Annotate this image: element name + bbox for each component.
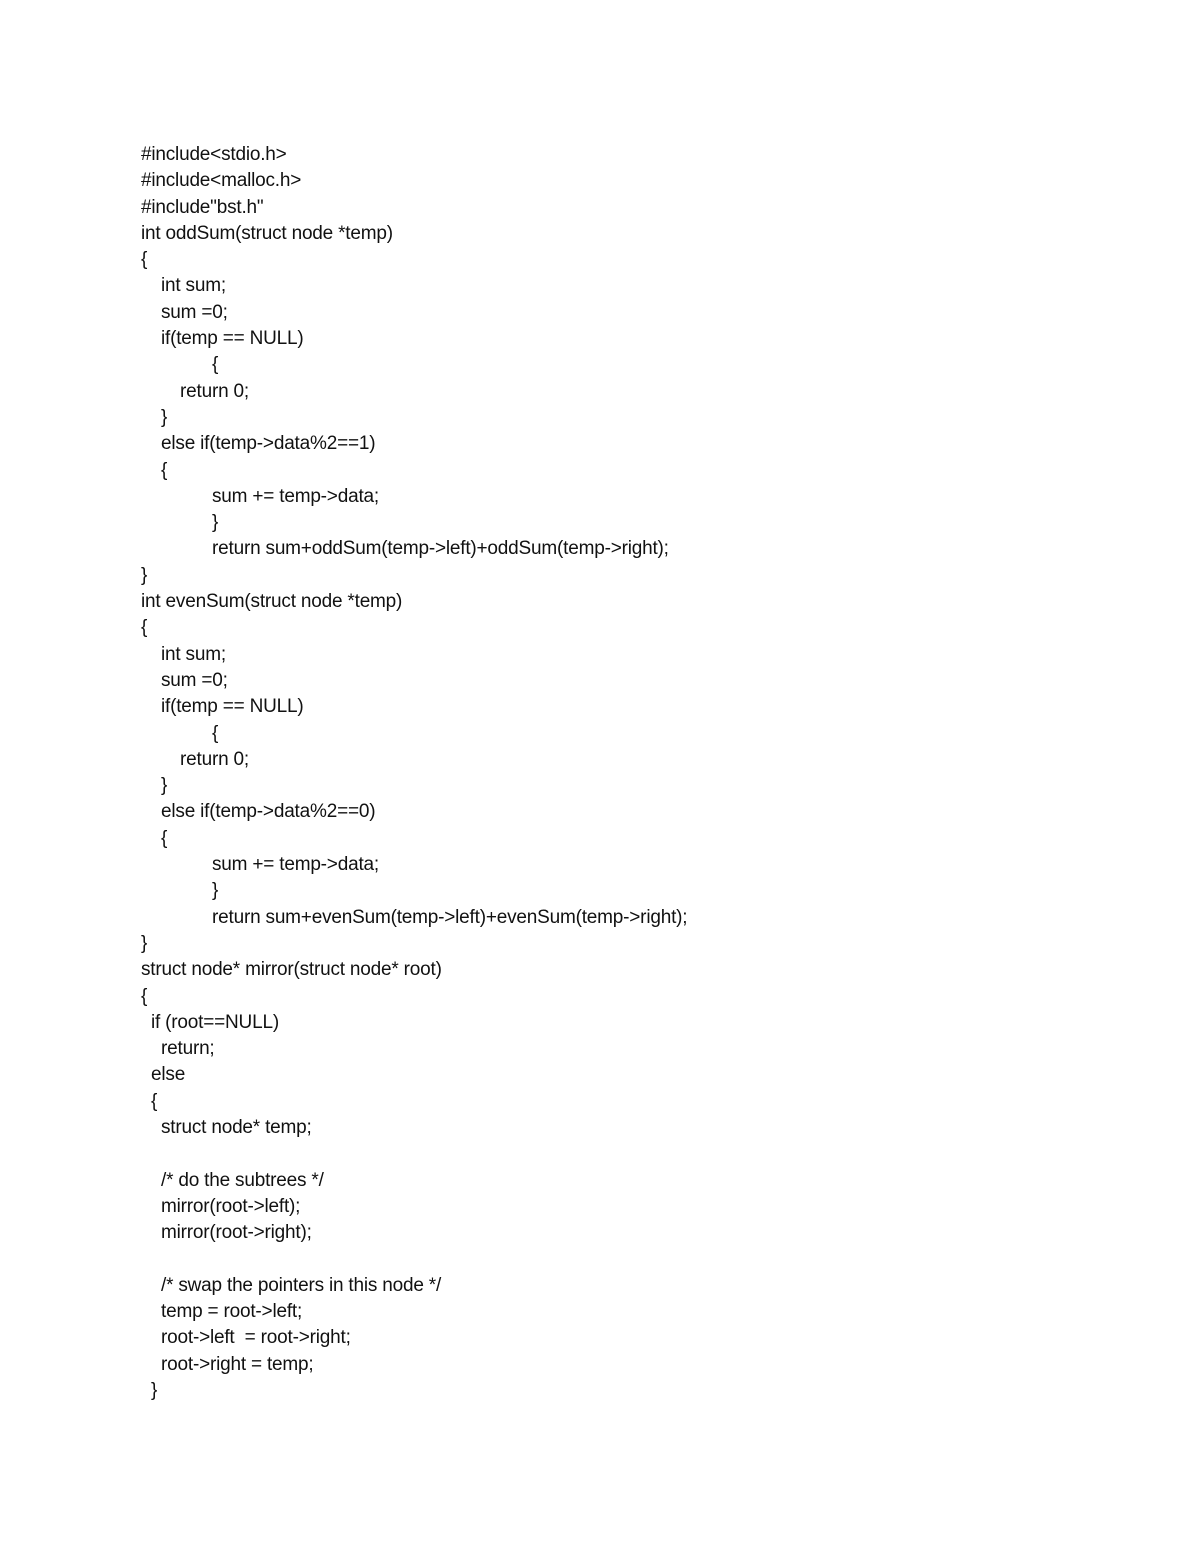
code-line: { — [161, 827, 168, 849]
code-line: else if(temp->data%2==0) — [161, 801, 376, 823]
code-line: root->left = root->right; — [161, 1327, 351, 1349]
code-line: { — [161, 459, 168, 481]
code-line: #include"bst.h" — [141, 196, 264, 218]
code-line: { — [141, 617, 148, 639]
code-line: mirror(root->left); — [161, 1195, 301, 1217]
code-line: } — [161, 406, 168, 428]
code-line: { — [141, 249, 148, 271]
code-line: { — [141, 985, 148, 1007]
code-line: { — [212, 722, 219, 744]
code-line: #include<malloc.h> — [141, 170, 302, 192]
code-line: if (root==NULL) — [151, 1011, 279, 1033]
code-line: sum =0; — [161, 301, 228, 323]
code-line: root->right = temp; — [161, 1353, 314, 1375]
code-line: /* do the subtrees */ — [161, 1169, 324, 1191]
code-line: #include<stdio.h> — [141, 144, 287, 165]
code-line: /* swap the pointers in this node */ — [161, 1274, 442, 1296]
code-line: if(temp == NULL) — [161, 328, 304, 350]
code-line: struct node* mirror(struct node* root) — [141, 959, 442, 981]
code-line: return sum+evenSum(temp->left)+evenSum(temp->right); — [212, 906, 688, 928]
code-line: sum += temp->data; — [212, 854, 379, 876]
code-line: return 0; — [180, 380, 249, 402]
code-line: int sum; — [161, 643, 226, 665]
code-line: return; — [161, 1038, 215, 1060]
code-line: } — [212, 880, 219, 902]
code-line: } — [161, 775, 168, 797]
code-line — [141, 1141, 1041, 1167]
code-line: sum =0; — [161, 669, 228, 691]
code-line: } — [141, 564, 148, 586]
code-line: if(temp == NULL) — [161, 696, 304, 718]
code-line: int oddSum(struct node *temp) — [141, 222, 393, 244]
code-line: } — [151, 1379, 158, 1401]
code-line: } — [212, 512, 219, 534]
code-listing — [141, 142, 1041, 1404]
code-line: { — [151, 1090, 158, 1112]
code-line: else if(temp->data%2==1) — [161, 433, 376, 455]
code-line: temp = root->left; — [161, 1301, 303, 1323]
code-line: struct node* temp; — [161, 1116, 312, 1138]
code-line — [141, 1246, 1041, 1272]
code-line: mirror(root->right); — [161, 1222, 312, 1244]
code-line: { — [212, 354, 219, 376]
code-line: return 0; — [180, 748, 249, 770]
code-line: int sum; — [161, 275, 226, 297]
code-line: else — [151, 1064, 186, 1086]
code-line: } — [141, 932, 148, 954]
code-line: int evenSum(struct node *temp) — [141, 591, 403, 613]
code-line: return sum+oddSum(temp->left)+oddSum(temp->right); — [212, 538, 669, 560]
code-line: sum += temp->data; — [212, 485, 379, 507]
